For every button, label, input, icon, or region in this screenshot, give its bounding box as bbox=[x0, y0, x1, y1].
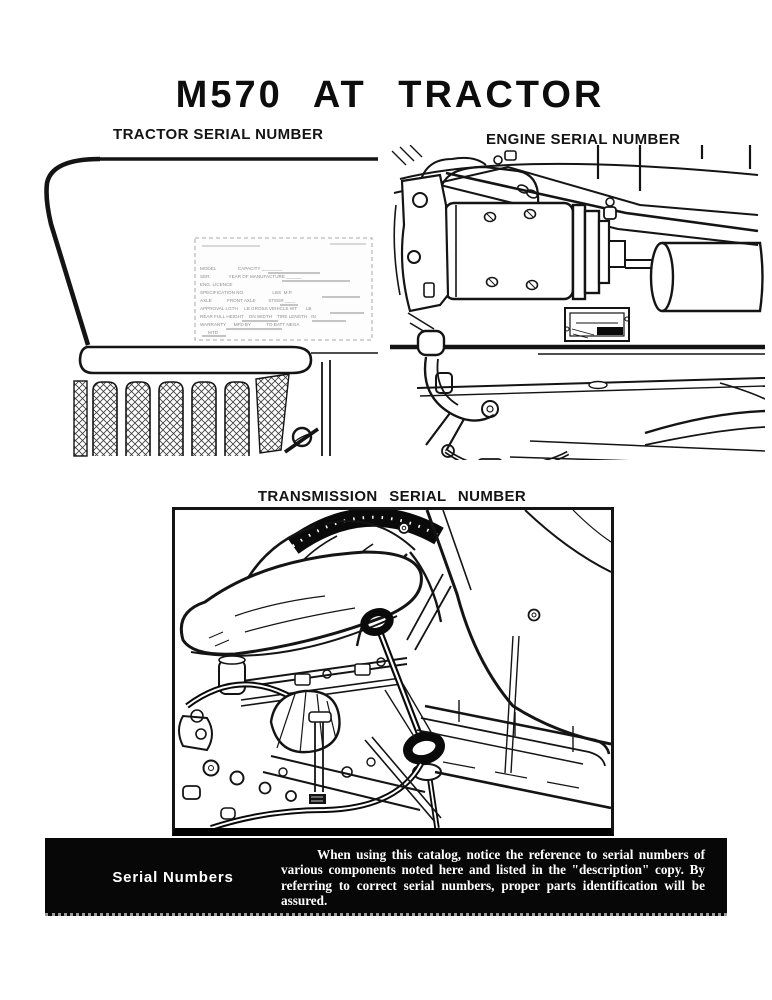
engine-serial-figure bbox=[390, 145, 765, 460]
plate-line: APPROVAL LGTH LB GROSS VEHICLE WT LB bbox=[200, 306, 312, 311]
footer-label: Serial Numbers bbox=[112, 869, 234, 886]
plate-line: REAR FULL HEIGHT ON WIDTH TIRE LENGTH IN bbox=[200, 314, 316, 319]
tractor-serial-heading: TRACTOR SERIAL NUMBER bbox=[113, 126, 324, 143]
starter-motor bbox=[420, 151, 656, 299]
plate-line: MODEL CAPACITY ________ bbox=[200, 266, 283, 271]
serial-numbers-footer bbox=[45, 838, 727, 916]
steering-wheel-rim bbox=[293, 517, 439, 546]
plate-line: SPECIFICATION NO. LBS M.P. bbox=[200, 290, 293, 295]
plate-line: AXLE FRONT AXLE STEER ____ bbox=[200, 298, 296, 303]
plate-line: ENG. LICENCE bbox=[200, 282, 233, 287]
fender bbox=[427, 510, 611, 773]
oil-filter bbox=[651, 243, 763, 311]
transmission-serial-heading: TRANSMISSION SERIAL NUMBER bbox=[257, 488, 527, 505]
transmission-serial-figure bbox=[172, 507, 614, 836]
transmission-housing bbox=[179, 684, 441, 822]
serial-plate bbox=[195, 238, 372, 340]
engine-serial-heading: ENGINE SERIAL NUMBER bbox=[486, 131, 681, 148]
clutch-linkage bbox=[418, 331, 765, 460]
engine-serial-plate bbox=[565, 308, 629, 341]
plate-line: WARRANTY MFD BY TO BATT NEGA bbox=[200, 322, 300, 327]
frame-rail bbox=[390, 347, 765, 396]
plate-line: SER. YEAR OF MANUFACTURE ______ bbox=[200, 274, 302, 279]
page-title: M570 AT TRACTOR bbox=[175, 74, 605, 116]
mounting-flange bbox=[394, 175, 448, 335]
plate-line: MTD bbox=[208, 330, 218, 335]
tractor-serial-figure bbox=[30, 150, 380, 460]
grille bbox=[74, 374, 289, 456]
footer-body-text: When using this catalog, notice the reference to serial numbers of various components noted here and listed in the "description" copy. By referring to correct serial numbers, proper parts identification will be assured. bbox=[281, 847, 705, 908]
grille-latch bbox=[285, 428, 318, 452]
